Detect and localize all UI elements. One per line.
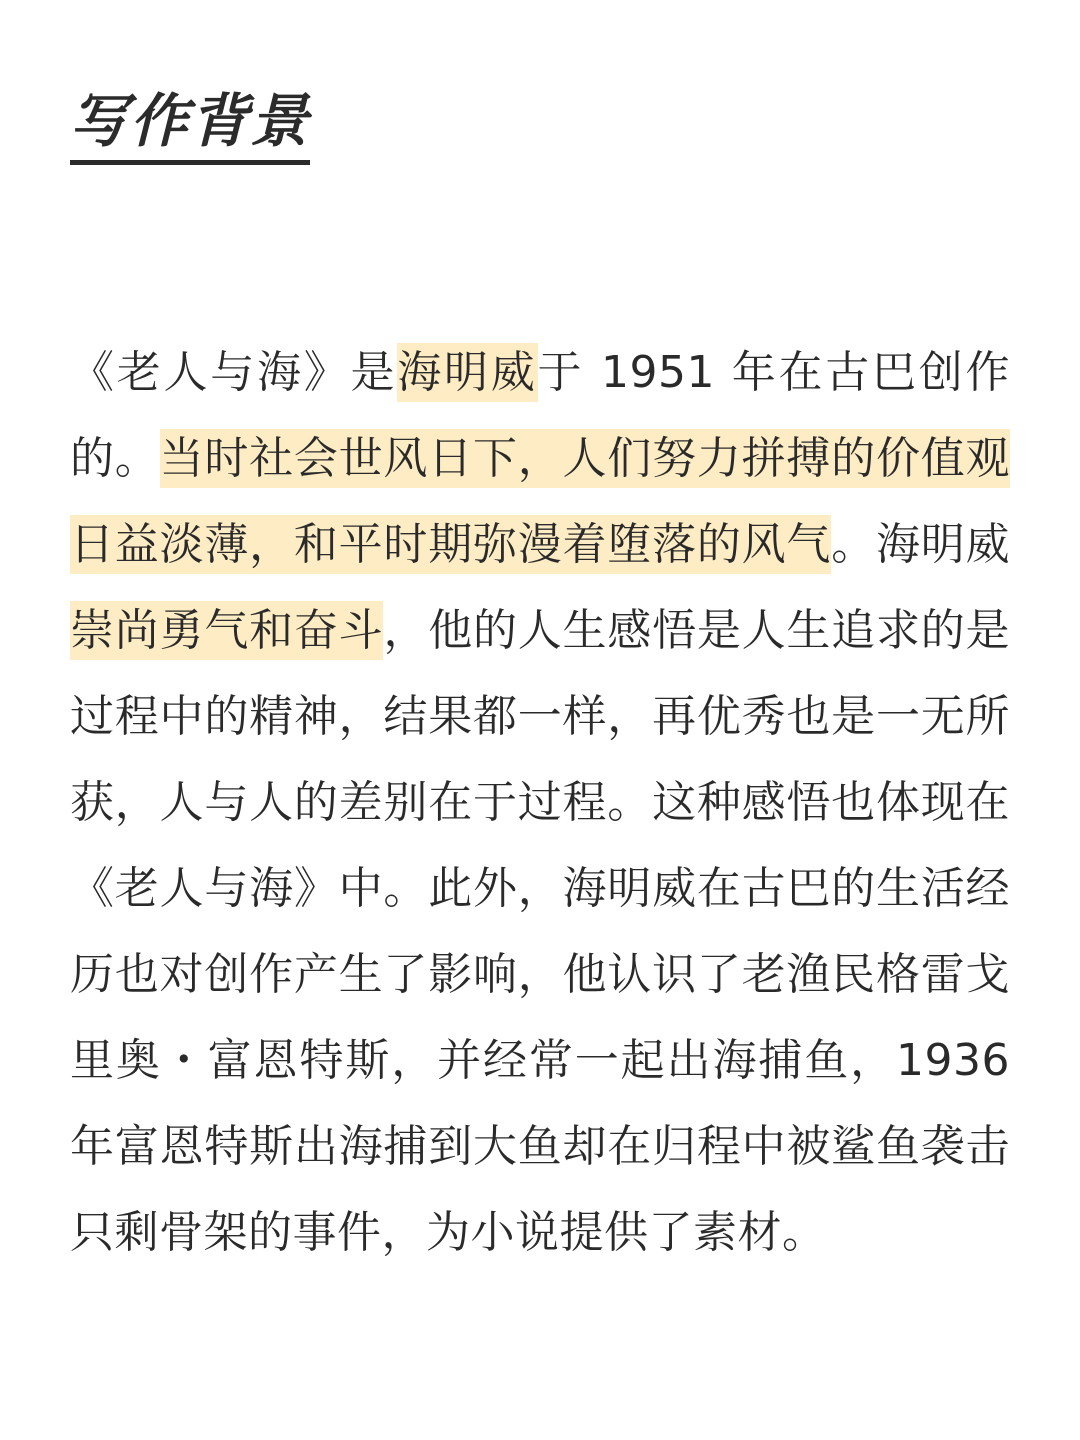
text-segment: 。海明威	[831, 519, 1011, 570]
body-paragraph	[70, 330, 1010, 1276]
highlighted-segment: 当时社会世风日下，人们努力拼搏的价值观日益淡薄，和平时期弥漫着堕落的风气	[70, 429, 1010, 574]
highlighted-segment: 海明威	[397, 343, 537, 402]
text-segment: ，他的人生感悟是人生追求的是过程中的精神，结果都一样，再优秀也是一无所获，人与人的差别在于过程。这种感悟也体现在《老人与海》中。此外，海明威在古巴的生活经历也对创作产生了影响，他认识了老渔民格雷戈里奥・富恩特斯，并经常一起出海捕鱼，1936 年富恩特斯出海捕到大鱼却在归程中被鲨鱼袭击只剩骨架的事件，为小说提供了素材。	[70, 605, 1011, 1258]
text-segment: 《老人与海》是	[70, 347, 398, 398]
highlighted-segment: 崇尚勇气和奋斗	[70, 601, 383, 660]
title-wrap	[70, 86, 310, 165]
text-segment: 于 1951 年在古巴创作的。	[70, 347, 1011, 484]
page-title: 写作背景	[70, 86, 310, 165]
